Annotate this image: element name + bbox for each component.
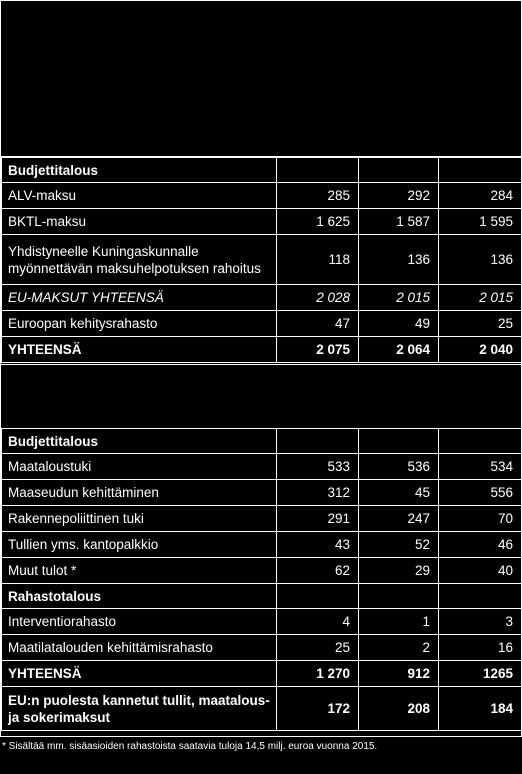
total-row: YHTEENSÄ 1 270 912 1265 bbox=[2, 661, 522, 687]
table-row: Maatilatalouden kehittämisrahasto 25 2 16 bbox=[2, 635, 522, 661]
table-row: Yhdistyneelle Kuningaskunnalle myönnettävän maksuhelpotuksen rahoitus 118 136 136 bbox=[2, 235, 522, 285]
table-row: Tullien yms. kantopalkkio 43 52 46 bbox=[2, 532, 522, 558]
section-label: Rahastotalous bbox=[2, 584, 277, 609]
section-label: Budjettitalous bbox=[2, 158, 277, 183]
total-row: YHTEENSÄ 2 075 2 064 2 040 bbox=[2, 337, 522, 363]
receipts-table bbox=[1, 428, 522, 731]
table-row: Maataloustuki 533 536 534 bbox=[2, 454, 522, 480]
payments-table bbox=[1, 157, 522, 363]
table-row: BKTL-maksu 1 625 1 587 1 595 bbox=[2, 209, 522, 235]
section-label: Budjettitalous bbox=[2, 429, 277, 454]
table-row: EU-MAKSUT YHTEENSÄ 2 028 2 015 2 015 bbox=[2, 285, 522, 311]
table-row: EU:n puolesta kannetut tullit, maatalous- ja sokerimaksut 172 208 184 bbox=[2, 687, 522, 731]
table-row: ALV-maksu 285 292 284 bbox=[2, 183, 522, 209]
footnote: * Sisältää mm. sisäasioiden rahastoista saatavia tuloja 14,5 milj. euroa vuonna 2015. bbox=[2, 741, 378, 752]
table1-header-area bbox=[1, 1, 521, 157]
table-row: Muut tulot * 62 29 40 bbox=[2, 558, 522, 584]
table-row: Maaseudun kehittäminen 312 45 556 bbox=[2, 480, 522, 506]
table2-header-area bbox=[1, 364, 521, 429]
table-row: Interventiorahasto 4 1 3 bbox=[2, 609, 522, 635]
table-row: Rakennepoliittinen tuki 291 247 70 bbox=[2, 506, 522, 532]
table-row: Euroopan kehitysrahasto 47 49 25 bbox=[2, 311, 522, 337]
